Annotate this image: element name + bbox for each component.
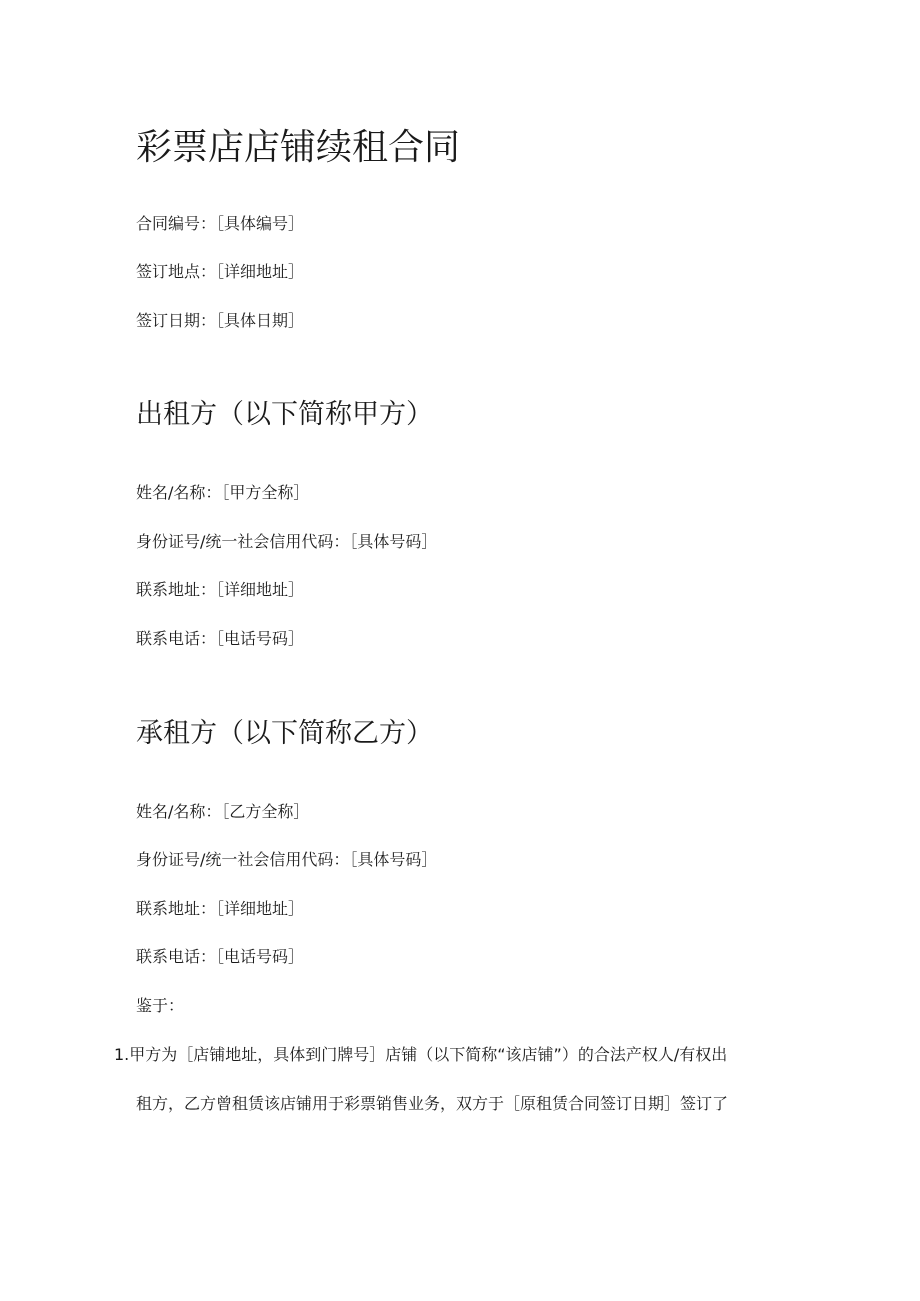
party-a-address: 联系地址：［详细地址］ xyxy=(136,580,305,599)
contract-number: 合同编号：［具体编号］ xyxy=(136,214,305,233)
document-title: 彩票店店铺续租合同 xyxy=(136,127,461,168)
signing-date: 签订日期：［具体日期］ xyxy=(136,311,305,330)
party-a-id: 身份证号/统一社会信用代码：［具体号码］ xyxy=(136,532,438,551)
whereas-label: 鉴于： xyxy=(136,996,185,1015)
clause-1-first-line xyxy=(114,1043,727,1067)
clause-1-text-line-1: 甲方为［店铺地址，具体到门牌号］店铺（以下简称“该店铺”）的合法产权人/有权出 xyxy=(129,1045,728,1064)
party-b-phone: 联系电话：［电话号码］ xyxy=(136,947,305,966)
clause-1-number: 1. xyxy=(114,1045,130,1064)
party-b-address: 联系地址：［详细地址］ xyxy=(136,899,305,918)
party-b-name: 姓名/名称：［乙方全称］ xyxy=(136,802,310,821)
party-b-id: 身份证号/统一社会信用代码：［具体号码］ xyxy=(136,850,438,869)
signing-location: 签订地点：［详细地址］ xyxy=(136,262,305,281)
party-b-heading: 承租方（以下简称乙方） xyxy=(136,718,433,749)
party-a-phone: 联系电话：［电话号码］ xyxy=(136,629,305,648)
party-a-heading: 出租方（以下简称甲方） xyxy=(136,399,433,430)
clause-1-text-line-2: 租方，乙方曾租赁该店铺用于彩票销售业务，双方于［原租赁合同签订日期］签订了 xyxy=(136,1094,729,1113)
party-a-name: 姓名/名称：［甲方全称］ xyxy=(136,483,310,502)
